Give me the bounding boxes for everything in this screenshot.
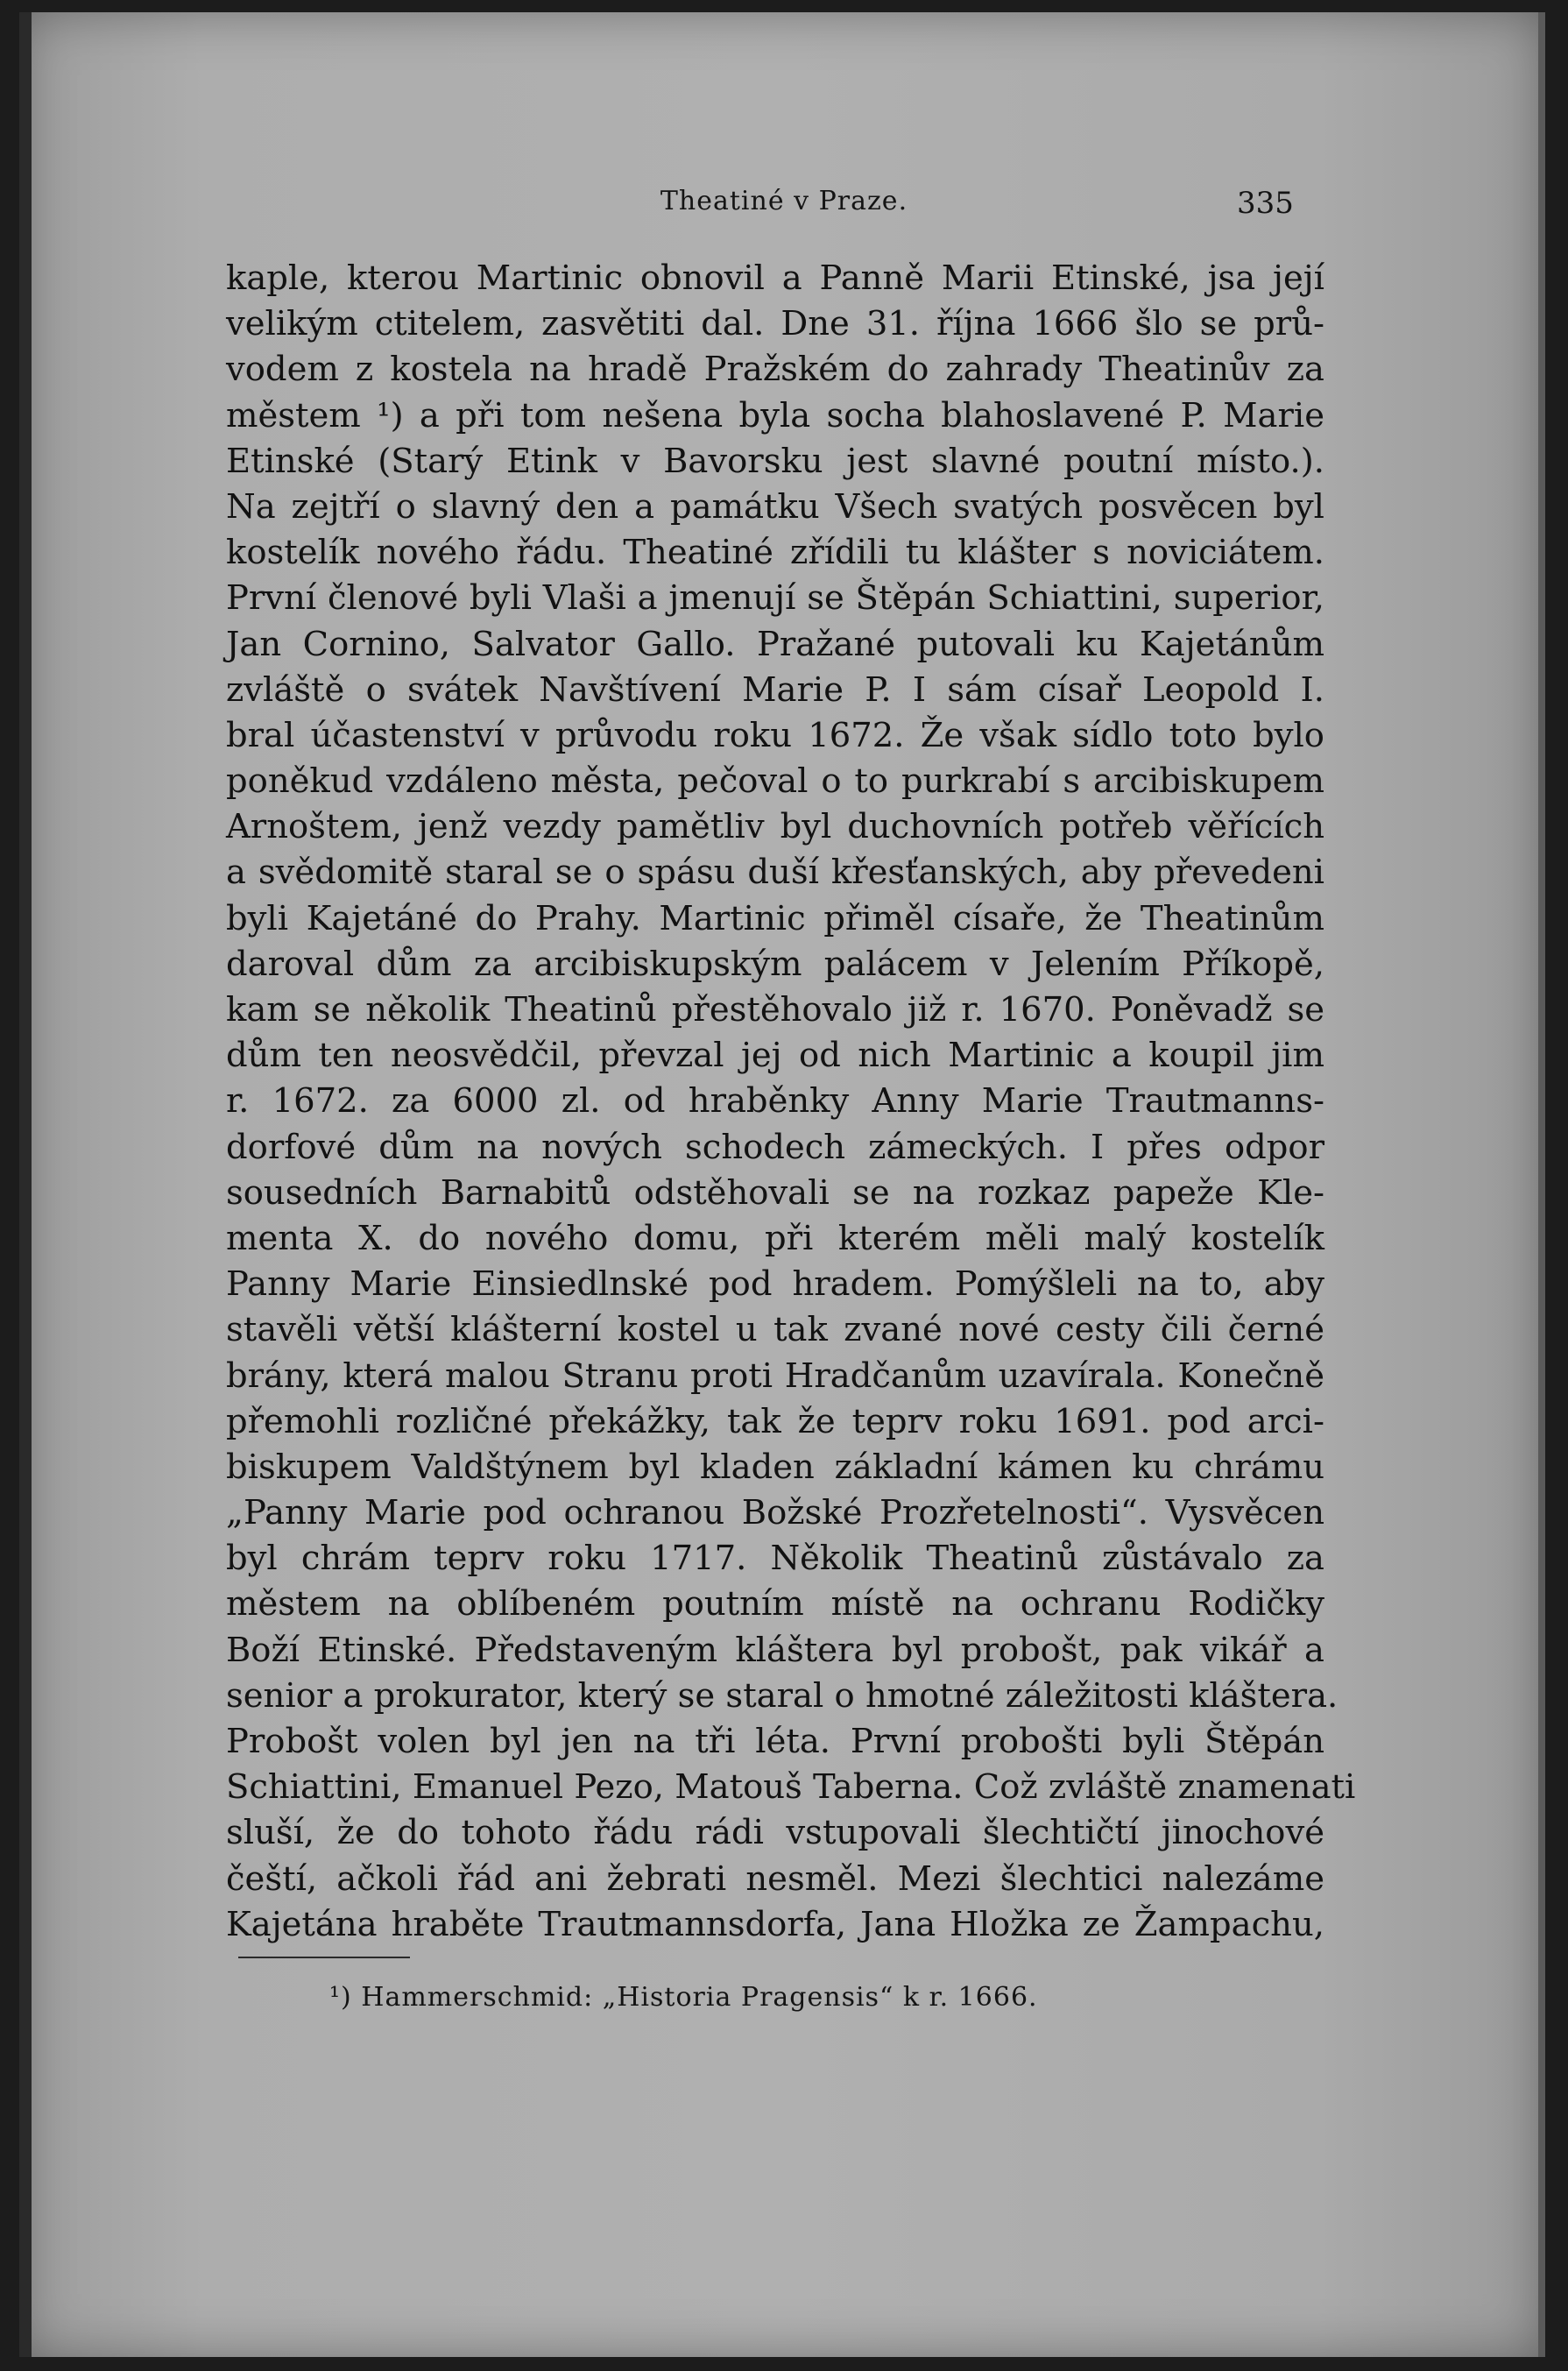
footnote (329, 1982, 1038, 2013)
running-title: Theatiné v Praze. (660, 186, 908, 216)
text-line: daroval dům za arcibiskupským palácem v Jelením Příkopě, (226, 944, 1324, 984)
text-line: byli Kajetáné do Prahy. Martinic přiměl císaře, že Theatinům (226, 898, 1324, 938)
text-line: Jan Cornino, Salvator Gallo. Pražané putovali ku Kajetánům (226, 624, 1324, 664)
body-text (226, 256, 1356, 1948)
text-line: byl chrám teprv roku 1717. Několik Theatinů zůstávalo za (226, 1539, 1324, 1579)
text-line: vodem z kostela na hradě Pražském do zahrady Theatinův za (226, 350, 1324, 390)
text-line: První členové byli Vlaši a jmenují se Štěpán Schiattini, superior, (226, 578, 1324, 619)
text-line: přemohli rozličné překážky, tak že teprv roku 1691. pod arci- (226, 1401, 1324, 1441)
text-line: biskupem Valdštýnem byl kladen základní kámen ku chrámu (226, 1447, 1324, 1487)
text-line: Na zejtří o slavný den a památku Všech svatých posvěcen byl (226, 486, 1324, 527)
page-number: 335 (1237, 186, 1294, 221)
text-line: Etinské (Starý Etink v Bavorsku jest slavné poutní místo.). (226, 441, 1324, 481)
text-line: Panny Marie Einsiedlnské pod hradem. Pomýšleli na to, aby (226, 1264, 1324, 1305)
text-line: sousedních Barnabitů odstěhovali se na rozkaz papeže Kle- (226, 1172, 1324, 1213)
text-line: zvláště o svátek Navštívení Marie P. I sám císař Leopold I. (226, 669, 1324, 710)
text-line: městem na oblíbeném poutním místě na ochranu Rodičky (226, 1584, 1324, 1624)
text-line: bral účastenství v průvodu roku 1672. Že však sídlo toto bylo (226, 715, 1324, 755)
text-line: brány, která malou Stranu proti Hradčanům uzavírala. Konečně (226, 1355, 1324, 1396)
text-line: kaple, kterou Martinic obnovil a Panně Marii Etinské, jsa její (226, 258, 1324, 298)
page-header (0, 186, 1568, 221)
text-line: stavěli větší klášterní kostel u tak zvané nové cesty čili černé (226, 1310, 1324, 1350)
text-line: sluší, že do tohoto řádu rádi vstupovali šlechtičtí jinochové (226, 1813, 1324, 1853)
text-line: kam se několik Theatinů přestěhovalo již r. 1670. Poněvadž se (226, 990, 1324, 1030)
text-line: menta X. do nového domu, při kterém měli malý kostelík (226, 1218, 1324, 1258)
page-outer-edge (1538, 12, 1545, 2357)
text-line: dorfové dům na nových schodech zámeckých. I přes odpor (226, 1127, 1324, 1167)
text-line: Boží Etinské. Představeným kláštera byl probošt, pak vikář a (226, 1630, 1324, 1670)
text-line: kostelík nového řádu. Theatiné zřídili tu klášter s noviciátem. (226, 533, 1324, 573)
text-line: Arnoštem, jenž vezdy pamětliv byl duchovních potřeb věřících (226, 807, 1324, 847)
footnote-text: Hammerschmid: „Historia Pragensis“ k r. 1666. (361, 1982, 1038, 2013)
text-line: poněkud vzdáleno města, pečoval o to purkrabí s arcibiskupem (226, 761, 1324, 802)
text-line: senior a prokurator, který se staral o hmotné záležitosti kláštera. (226, 1675, 1338, 1716)
text-line: „Panny Marie pod ochranou Božské Prozřetelnosti“. Vysvěcen (226, 1493, 1324, 1533)
text-line: Probošt volen byl jen na tři léta. První probošti byli Štěpán (226, 1722, 1324, 1761)
text-line: Schiattini, Emanuel Pezo, Matouš Taberna. Což zvláště znamenati (226, 1767, 1356, 1808)
footnote-divider (238, 1957, 410, 1958)
page-binding-edge (19, 12, 32, 2357)
text-line: r. 1672. za 6000 zl. od hraběnky Anny Marie Trautmanns- (226, 1081, 1324, 1122)
text-line: čeští, ačkoli řád ani žebrati nesměl. Mezi šlechtici nalezáme (226, 1858, 1324, 1899)
footnote-marker: ¹) (329, 1982, 352, 2013)
text-line: městem ¹) a při tom nešena byla socha blahoslavené P. Marie (226, 395, 1324, 435)
text-line: Kajetána hraběte Trautmannsdorfa, Jana Hložka ze Žampachu, (226, 1904, 1324, 1944)
text-line: a svědomitě staral se o spásu duší křesťanských, aby převedeni (226, 853, 1324, 893)
text-line: velikým ctitelem, zasvětiti dal. Dne 31. října 1666 šlo se prů- (226, 304, 1324, 344)
text-line: dům ten neosvědčil, převzal jej od nich Martinic a koupil jim (226, 1036, 1324, 1076)
